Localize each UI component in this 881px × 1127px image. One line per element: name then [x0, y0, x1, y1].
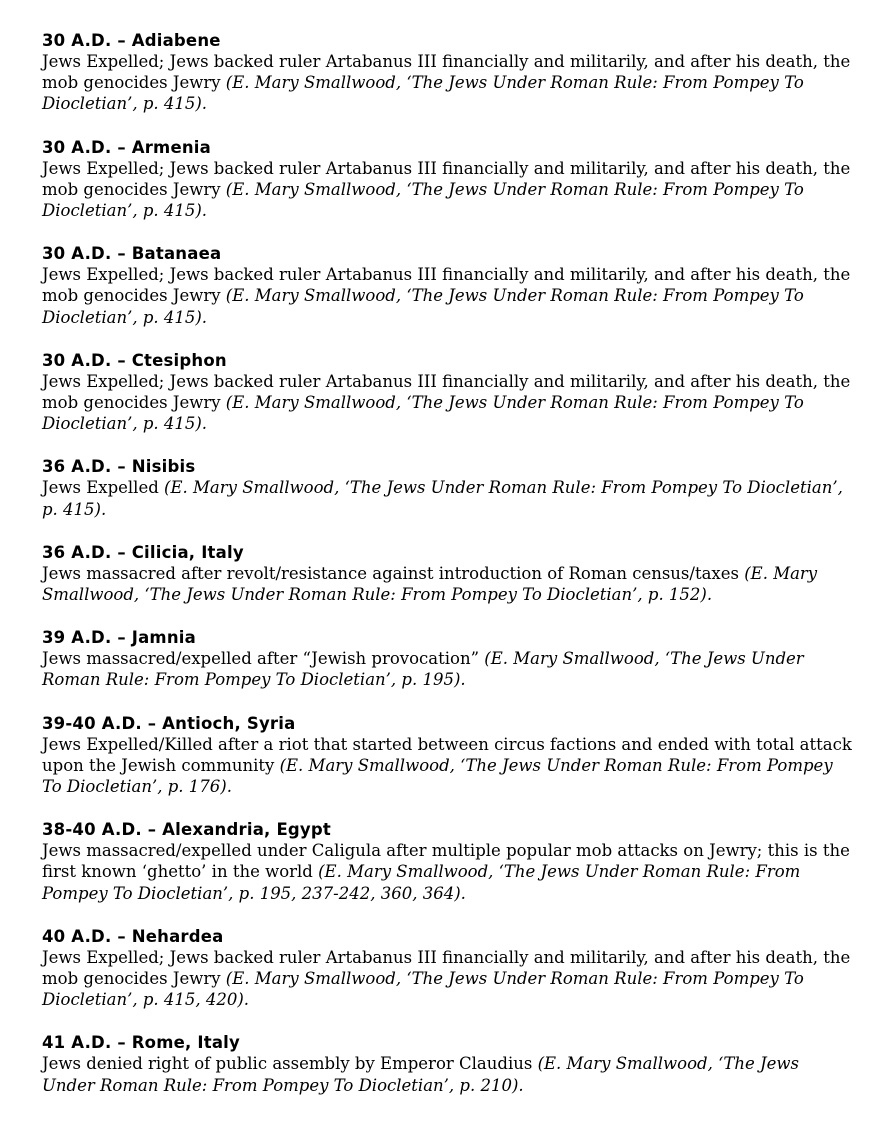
document-page [42, 30, 854, 1118]
entry-citation: (E. Mary Smallwood, ‘The Jews Under Roman Rule: From Pompey To Diocletian’, p. 415, 420). [42, 969, 804, 1010]
entry-text: Jews massacred/expelled under Caligula after multiple popular mob attacks on Jewry; this is the first known ‘ghetto’ in the world [42, 841, 850, 882]
entry-rome [42, 1032, 854, 1095]
entry-heading: 30 A.D. – Batanaea [42, 244, 222, 264]
entry-text: Jews Expelled; Jews backed ruler Artabanus III financially and militarily, and after his death, the mob genocides Jewry [42, 265, 851, 306]
entry-body [42, 840, 854, 904]
entry-heading: 36 A.D. – Nisibis [42, 457, 196, 477]
entry-citation: (E. Mary Smallwood, ‘The Jews Under Roman Rule: From Pompey To Diocletian’, p. 210). [42, 1054, 799, 1095]
entry-text: Jews Expelled; Jews backed ruler Artabanus III financially and militarily, and after his death, the mob genocides Jewry [42, 158, 851, 199]
entry-cilicia [42, 542, 854, 605]
entry-ctesiphon [42, 350, 854, 435]
entry-citation: (E. Mary Smallwood, ‘The Jews Under Roman Rule: From Pompey To Diocletian’, p. 152). [42, 563, 818, 605]
entry-text: Jews Expelled; Jews backed ruler Artabanus III financially and militarily, and after his death, the mob genocides Jewry [42, 947, 851, 989]
entry-adiabene [42, 30, 854, 115]
entry-citation: (E. Mary Smallwood, ‘The Jews Under Roman Rule: From Pompey To Diocletian’, p. 415). [42, 478, 843, 519]
entry-body [42, 563, 854, 605]
entry-body [42, 947, 854, 1011]
entry-body [42, 51, 854, 115]
entry-text: Jews massacred after revolt/resistance against introduction of Roman census/taxes [42, 563, 745, 583]
entry-heading: 39 A.D. – Jamnia [42, 628, 196, 648]
entry-text: Jews denied right of public assembly by Emperor Claudius [42, 1054, 538, 1074]
entry-heading: 39-40 A.D. – Antioch, Syria [42, 713, 296, 733]
entry-citation: (E. Mary Smallwood, ‘The Jews Under Roman Rule: From Pompey To Diocletian’, p. 415). [42, 179, 804, 221]
entry-body [42, 264, 854, 328]
entry-armenia [42, 137, 854, 222]
entry-body [42, 477, 854, 519]
entry-text: Jews Expelled/Killed after a riot that started between circus factions and ended with total attack upon the Jewish community [42, 734, 852, 775]
entry-citation: (E. Mary Smallwood, ‘The Jews Under Roman Rule: From Pompey To Diocletian’, p. 195, 237-242, 360, 364). [42, 862, 801, 903]
entry-nisibis [42, 456, 854, 519]
entry-body [42, 734, 854, 798]
entry-body [42, 371, 854, 435]
entry-citation: (E. Mary Smallwood, ‘The Jews Under Roman Rule: From Pompey To Diocletian’, p. 415). [42, 73, 804, 114]
entry-jamnia [42, 627, 854, 690]
entry-heading: 36 A.D. – Cilicia, Italy [42, 542, 244, 562]
entry-body [42, 648, 854, 690]
entry-batanaea [42, 243, 854, 328]
entry-text: Jews massacred/expelled after “Jewish provocation” [42, 649, 485, 669]
entry-citation: (E. Mary Smallwood, ‘The Jews Under Roman Rule: From Pompey To Diocletian’, p. 176). [42, 755, 833, 797]
entry-text: Jews Expelled; Jews backed ruler Artabanus III financially and militarily, and after his death, the mob genocides Jewry [42, 52, 851, 93]
entry-heading: 30 A.D. – Ctesiphon [42, 350, 227, 370]
entry-body [42, 158, 854, 222]
entry-text: Jews Expelled [42, 478, 165, 498]
entry-antioch [42, 713, 854, 798]
entry-heading: 38-40 A.D. – Alexandria, Egypt [42, 820, 331, 840]
entry-heading: 40 A.D. – Nehardea [42, 926, 224, 946]
entry-body [42, 1053, 854, 1095]
entry-alexandria [42, 819, 854, 904]
entry-citation: (E. Mary Smallwood, ‘The Jews Under Roman Rule: From Pompey To Diocletian’, p. 415). [42, 393, 804, 434]
entry-citation: (E. Mary Smallwood, ‘The Jews Under Roman Rule: From Pompey To Diocletian’, p. 195). [42, 649, 804, 690]
entry-citation: (E. Mary Smallwood, ‘The Jews Under Roman Rule: From Pompey To Diocletian’, p. 415). [42, 286, 804, 327]
entry-text: Jews Expelled; Jews backed ruler Artabanus III financially and militarily, and after his death, the mob genocides Jewry [42, 371, 851, 413]
entry-heading: 41 A.D. – Rome, Italy [42, 1033, 240, 1053]
entry-heading: 30 A.D. – Armenia [42, 137, 211, 157]
entry-heading: 30 A.D. – Adiabene [42, 31, 221, 50]
entry-nehardea [42, 926, 854, 1011]
